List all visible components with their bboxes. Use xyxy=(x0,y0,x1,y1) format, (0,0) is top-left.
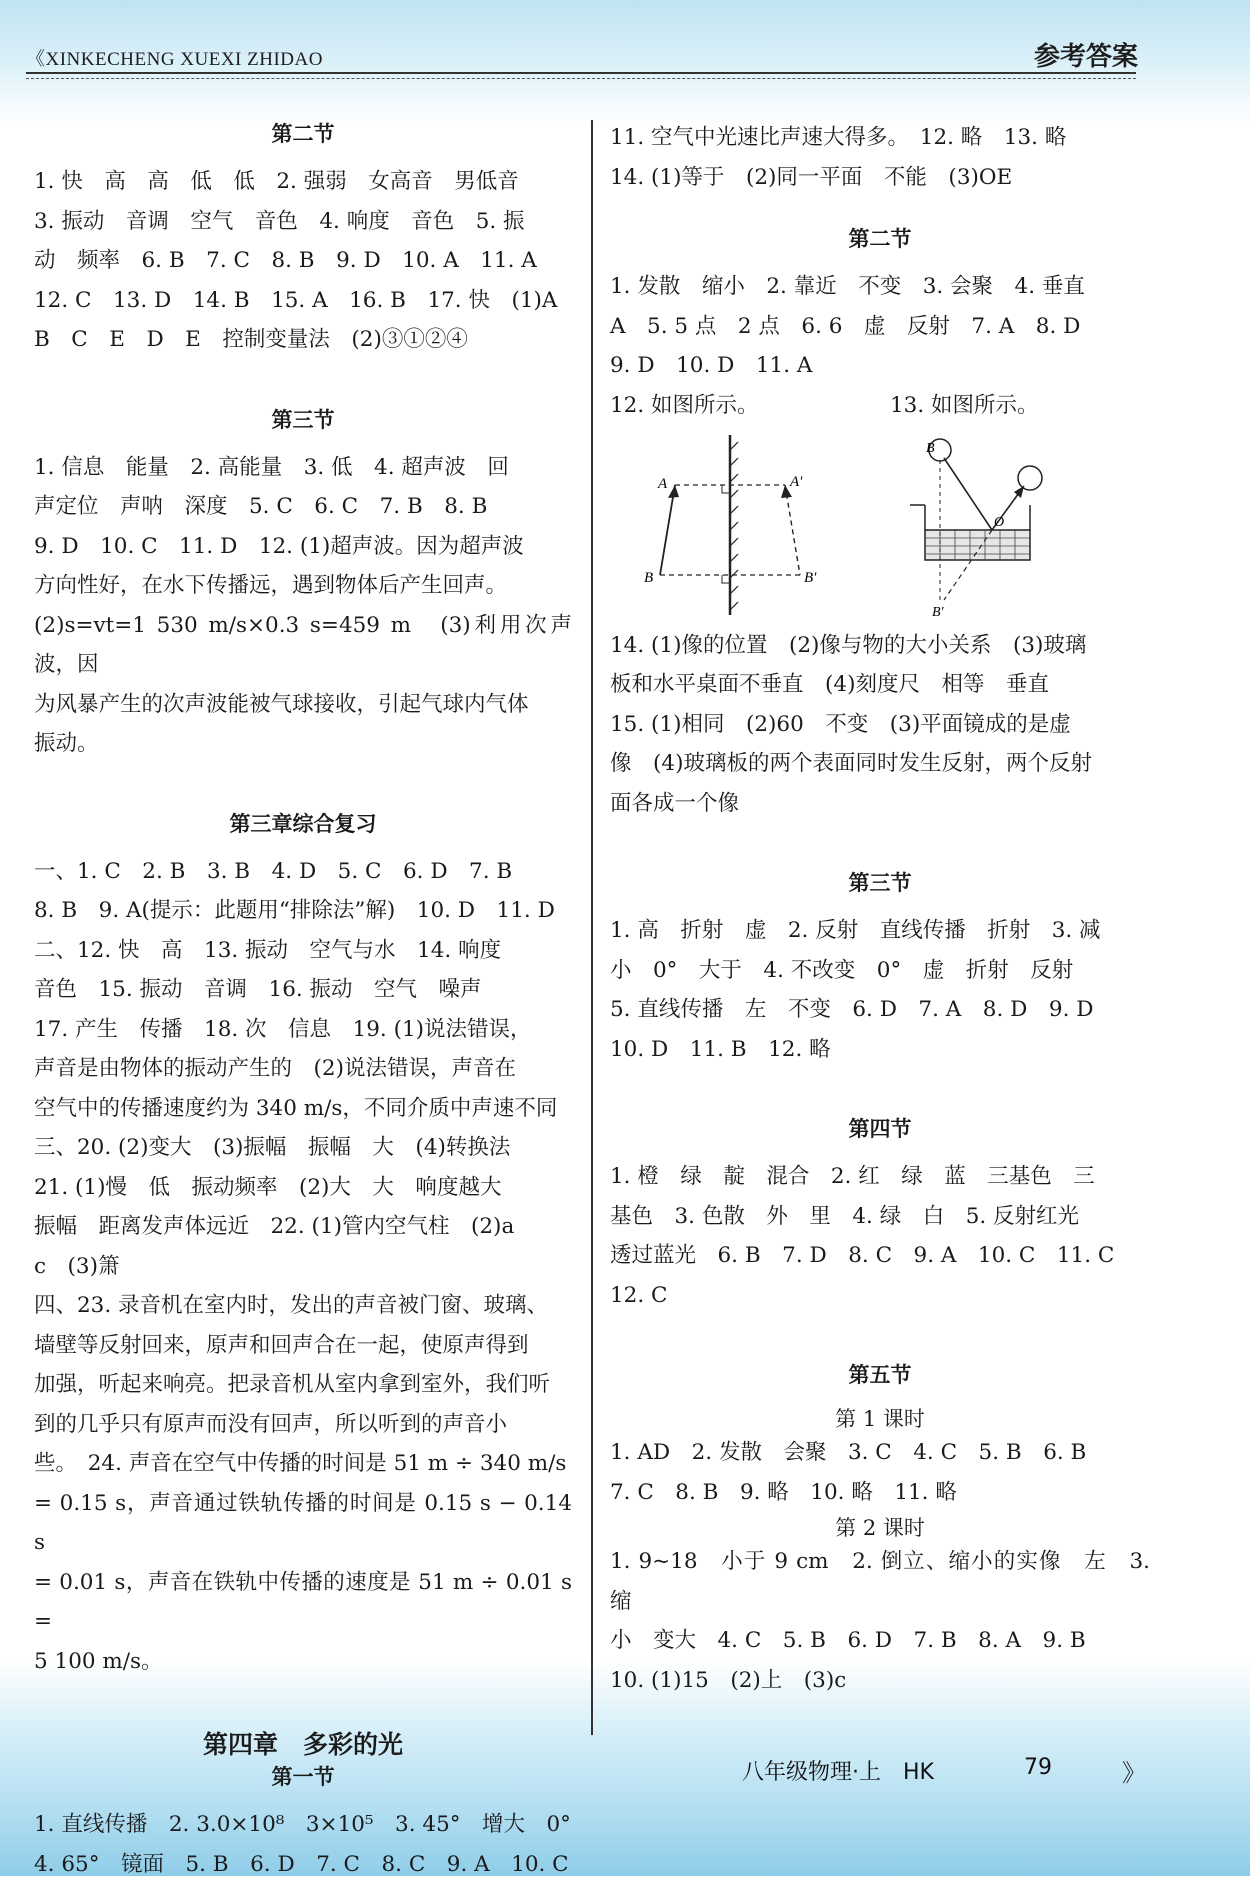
answer-line: 动 频率 6. B 7. C 8. B 9. D 10. A 11. A xyxy=(34,241,572,281)
reflected-ray-arrow xyxy=(1014,486,1024,498)
answer-line: 4. 65° 镜面 5. B 6. D 7. C 8. C 9. A 10. C xyxy=(34,1845,572,1884)
answer-line: = 0.15 s，声音通过铁轨传播的时间是 0.15 s − 0.14 s xyxy=(34,1484,572,1563)
figures-area xyxy=(610,386,1150,626)
answer-line: 3. 振动 音调 空气 音色 4. 响度 音色 5. 振 xyxy=(34,202,572,242)
answer-line: 7. C 8. B 9. 略 10. 略 11. 略 xyxy=(610,1473,1150,1513)
answer-line: 14. (1)等于 (2)同一平面 不能 (3)OE xyxy=(610,158,1150,198)
answer-line: 1. 快 高 高 低 低 2. 强弱 女高音 男低音 xyxy=(34,162,572,202)
answer-line: 像 (4)玻璃板的两个表面同时发生反射，两个反射 xyxy=(610,744,1150,784)
answer-line: 12. C xyxy=(610,1276,1150,1316)
answer-line: 5 100 m/s。 xyxy=(34,1642,572,1682)
answer-line: 空气中的传播速度约为 340 m/s，不同介质中声速不同 xyxy=(34,1089,572,1129)
answer-line: 面各成一个像 xyxy=(610,784,1150,824)
answer-line: 1. 橙 绿 靛 混合 2. 红 绿 蓝 三基色 三 xyxy=(610,1157,1150,1197)
answer-line: 振动。 xyxy=(34,724,572,764)
section-title: 第三章综合复习 xyxy=(34,808,572,838)
water-tank xyxy=(925,530,1030,560)
answer-line: 二、12. 快 高 13. 振动 空气与水 14. 响度 xyxy=(34,931,572,971)
answer-line: 1. 直线传播 2. 3.0×10⁸ 3×10⁵ 3. 45° 增大 0° xyxy=(34,1805,572,1845)
section-title: 第五节 xyxy=(610,1359,1150,1389)
answer-line: 振幅 距离发声体远近 22. (1)管内空气柱 (2)a xyxy=(34,1207,572,1247)
fig12-caption: 12. 如图所示。 xyxy=(610,386,759,426)
answer-line: 1. AD 2. 发散 会聚 3. C 4. C 5. B 6. B xyxy=(610,1433,1150,1473)
label-a: A xyxy=(657,476,668,492)
answer-line: c (3)箫 xyxy=(34,1247,572,1287)
answer-line: A 5. 5 点 2 点 6. 6 虚 反射 7. A 8. D xyxy=(610,307,1150,347)
section-title: 第三节 xyxy=(34,404,572,434)
answer-line: 到的几乎只有原声而没有回声，所以听到的声音小 xyxy=(34,1405,572,1445)
eye-observer-icon xyxy=(1018,466,1042,490)
mirror-image-diagram xyxy=(630,430,830,620)
answer-line: 一、1. C 2. B 3. B 4. D 5. C 6. D 7. B xyxy=(34,852,572,892)
answer-line: 10. (1)15 (2)上 (3)c xyxy=(610,1661,1150,1701)
page-number: 79 xyxy=(1024,1755,1052,1780)
answer-line: 1. 发散 缩小 2. 靠近 不变 3. 会聚 4. 垂直 xyxy=(610,267,1150,307)
lesson-title: 第 1 课时 xyxy=(610,1403,1150,1433)
answer-line: 5. 直线传播 左 不变 6. D 7. A 8. D 9. D xyxy=(610,990,1150,1030)
footer-label: 八年级物理·上 HK xyxy=(742,1755,934,1786)
answer-line: 10. D 11. B 12. 略 xyxy=(610,1030,1150,1070)
answer-line: 17. 产生 传播 18. 次 信息 19. (1)说法错误， xyxy=(34,1010,572,1050)
answer-line: 8. B 9. A(提示：此题用“排除法”解) 10. D 11. D xyxy=(34,891,572,931)
next-arrows-icon: 》 xyxy=(1122,1753,1146,1788)
section-title: 第三节 xyxy=(610,867,1150,897)
answer-line: 墙壁等反射回来，原声和回声合在一起，使原声得到 xyxy=(34,1326,572,1366)
image-arrow xyxy=(785,485,800,575)
answer-line: B C E D E 控制变量法 (2)③①②④ xyxy=(34,320,572,360)
answer-line: 14. (1)像的位置 (2)像与物的大小关系 (3)玻璃 xyxy=(610,626,1150,666)
answer-line: 板和水平桌面不垂直 (4)刻度尺 相等 垂直 xyxy=(610,665,1150,705)
label-a-prime: A′ xyxy=(789,474,803,490)
object-arrow xyxy=(660,485,675,575)
answer-line: 12. C 13. D 14. B 15. A 16. B 17. 快 (1)A xyxy=(34,281,572,321)
answer-line: 1. 高 折射 虚 2. 反射 直线传播 折射 3. 减 xyxy=(610,911,1150,951)
section-label: 参考答案 xyxy=(1034,36,1138,73)
answer-line: 1. 信息 能量 2. 高能量 3. 低 4. 超声波 回 xyxy=(34,448,572,488)
object-arrowhead xyxy=(668,485,679,498)
answer-line: 21. (1)慢 低 振动频率 (2)大 大 响度越大 xyxy=(34,1168,572,1208)
answer-line: 基色 3. 色散 外 里 4. 绿 白 5. 反射红光 xyxy=(610,1197,1150,1237)
column-divider xyxy=(591,120,593,1735)
answer-line: 9. D 10. C 11. D 12. (1)超声波。因为超声波 xyxy=(34,527,572,567)
header-rule-dashed xyxy=(26,78,1136,79)
answer-line: 四、23. 录音机在室内时，发出的声音被门窗、玻璃、 xyxy=(34,1286,572,1326)
label-o: O xyxy=(994,515,1004,530)
answer-line: 15. (1)相同 (2)60 不变 (3)平面镜成的是虚 xyxy=(610,705,1150,745)
section-title: 第二节 xyxy=(610,223,1150,253)
answer-line: 小 0° 大于 4. 不改变 0° 虚 折射 反射 xyxy=(610,951,1150,991)
answer-line: 透过蓝光 6. B 7. D 8. C 9. A 10. C 11. C xyxy=(610,1236,1150,1276)
label-b: B xyxy=(644,570,653,586)
water-reflection-diagram xyxy=(900,430,1060,620)
lesson-title: 第 2 课时 xyxy=(610,1512,1150,1542)
answer-line: 为风暴产生的次声波能被气球接收，引起气球内气体 xyxy=(34,685,572,725)
incident-ray xyxy=(944,458,992,530)
label-b: B xyxy=(926,441,935,456)
answer-line: 9. D 10. D 11. A xyxy=(610,346,1150,386)
answer-line: 声音是由物体的振动产生的 (2)说法错误，声音在 xyxy=(34,1049,572,1089)
chapter-title: 第四章 多彩的光 xyxy=(34,1725,572,1761)
answer-line: 些。 24. 声音在空气中传播的时间是 51 m ÷ 340 m/s xyxy=(34,1444,572,1484)
section-title: 第二节 xyxy=(34,118,572,148)
answer-line: 11. 空气中光速比声速大得多。 12. 略 13. 略 xyxy=(610,118,1150,158)
answer-line: 方向性好，在水下传播远，遇到物体后产生回声。 xyxy=(34,566,572,606)
answer-line: 三、20. (2)变大 (3)振幅 振幅 大 (4)转换法 xyxy=(34,1128,572,1168)
answer-line: 声定位 声呐 深度 5. C 6. C 7. B 8. B xyxy=(34,487,572,527)
right-column xyxy=(610,118,1150,1700)
section-title: 第一节 xyxy=(34,1761,572,1791)
running-title: 《XINKECHENG XUEXI ZHIDAO xyxy=(26,44,323,71)
fig13-caption: 13. 如图所示。 xyxy=(890,386,1039,426)
section-title: 第四节 xyxy=(610,1113,1150,1143)
answer-line: 加强，听起来响亮。把录音机从室内拿到室外，我们听 xyxy=(34,1365,572,1405)
answer-line: 小 变大 4. C 5. B 6. D 7. B 8. A 9. B xyxy=(610,1621,1150,1661)
answer-line: = 0.01 s，声音在铁轨中传播的速度是 51 m ÷ 0.01 s = xyxy=(34,1563,572,1642)
label-b-prime: B′ xyxy=(804,570,817,586)
answer-line: 音色 15. 振动 音调 16. 振动 空气 噪声 xyxy=(34,970,572,1010)
answer-line: 1. 9~18 小于 9 cm 2. 倒立、缩小的实像 左 3. 缩 xyxy=(610,1542,1150,1621)
left-column xyxy=(34,118,572,1884)
header-rule xyxy=(26,72,1136,74)
label-b-prime: B′ xyxy=(932,605,945,620)
answer-line: (2)s=vt=1 530 m/s×0.3 s=459 m (3)利用次声波，因 xyxy=(34,606,572,685)
